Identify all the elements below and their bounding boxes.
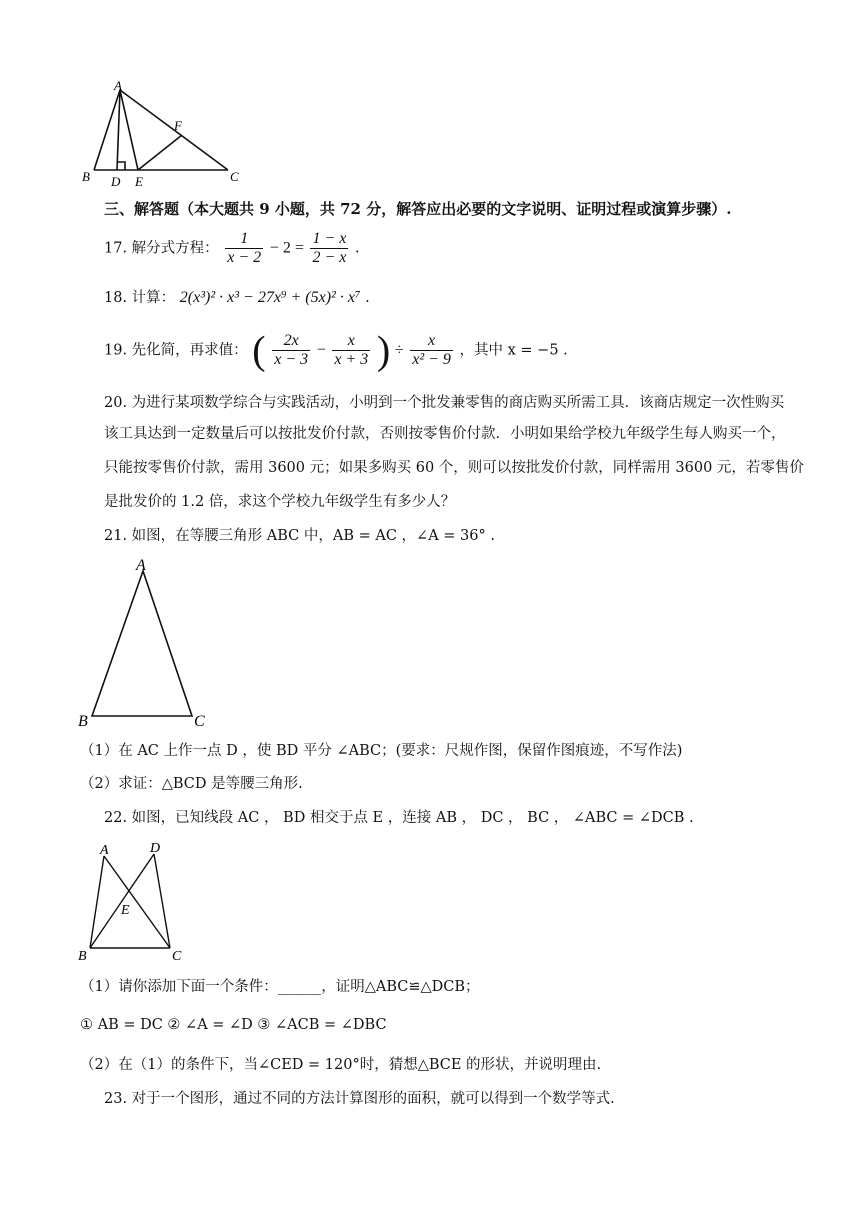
q19-minus: − (316, 341, 326, 359)
q19-fraction-3 (410, 332, 453, 369)
question-22-options: ① AB = DC ② ∠A = ∠D ③ ∠ACB = ∠DBC (80, 1017, 387, 1033)
q17-fraction-2 (310, 230, 348, 267)
question-20-line-1: 20. 为进行某项数学综合与实践活动，小明到一个批发兼零售的商店购买所需工具．该商店规定一次性购买 (104, 395, 785, 411)
q19-fraction-1 (272, 332, 310, 369)
label-A: A (100, 843, 109, 858)
question-19 (104, 327, 568, 373)
q19-f2-den: x + 3 (334, 351, 369, 368)
label-A: A (136, 557, 146, 574)
q19-f3-num: x (410, 332, 453, 351)
q17-end: . (354, 240, 360, 257)
label-A: A (114, 78, 122, 93)
question-18 (104, 288, 370, 308)
question-20-line-4: 是批发价的 1.2 倍，求这个学校九年级学生有多少人？ (104, 494, 456, 510)
label-C: C (230, 169, 239, 184)
label-E: E (121, 903, 130, 918)
q17-minus-two: − 2 = (269, 239, 304, 257)
q17-f1-den: x − 2 (227, 249, 262, 266)
q18-end: . (365, 290, 370, 306)
q18-expression: 2(x³)² · x³ − 27x⁹ + (5x)² · x⁷ (179, 289, 361, 306)
question-22-part-1: （1）请你添加下面一个条件：______，证明△ABC≌△DCB； (80, 979, 480, 995)
q19-divide: ÷ (394, 341, 404, 359)
label-D: D (111, 174, 121, 189)
q19-suffix: ，其中 x = −5 . (459, 342, 568, 359)
question-17 (104, 230, 360, 267)
question-21-stem: 21. 如图，在等腰三角形 ABC 中，AB = AC ，∠A = 36° . (104, 528, 495, 544)
label-B: B (78, 713, 88, 730)
label-F: F (174, 118, 182, 133)
q17-f2-den: 2 − x (312, 249, 347, 266)
q19-f2-num: x (332, 332, 370, 351)
question-20-line-2: 该工具达到一定数量后可以按批发价付款，否则按零售价付款．小明如果给学校九年级学生每人购买一个， (104, 426, 786, 442)
question-22-part-2: （2）在（1）的条件下，当∠CED = 120°时，猜想△BCE 的形状，并说明理由. (80, 1057, 602, 1073)
q17-f2-num: 1 − x (312, 230, 347, 247)
q19-left-paren: ( (252, 327, 266, 373)
q18-prefix: 18. 计算： (104, 290, 176, 306)
question-21-part-1: （1）在 AC 上作一点 D ，使 BD 平分 ∠ABC；(要求：尺规作图，保留作图痕迹，不写作法) (80, 743, 683, 759)
q19-f1-den: x − 3 (274, 351, 309, 368)
label-D: D (150, 841, 161, 856)
label-B: B (78, 949, 87, 964)
q19-f3-den: x² − 9 (412, 351, 451, 368)
q17-f1-num: 1 (225, 230, 263, 249)
question-22-stem: 22. 如图，已知线段 AC ， BD 相交于点 E ，连接 AB ， DC ， BC ， ∠ABC = ∠DCB . (104, 810, 694, 826)
q17-fraction-1 (225, 230, 263, 267)
label-C: C (172, 949, 182, 964)
question-21-part-2: （2）求证：△BCD 是等腰三角形. (80, 776, 303, 792)
question-23-stem: 23. 对于一个图形，通过不同的方法计算图形的面积，就可以得到一个数学等式. (104, 1091, 615, 1107)
figure-crossing-segments (76, 838, 196, 966)
label-E: E (135, 174, 143, 189)
section-heading: 三、解答题（本大题共 9 小题，共 72 分，解答应出必要的文字说明、证明过程或演算步骤）. (104, 200, 732, 218)
q19-f1-num: 2x (272, 332, 310, 351)
q19-right-paren: ) (376, 327, 391, 373)
q19-prefix: 19. 先化简，再求值： (104, 342, 248, 359)
label-C: C (194, 713, 205, 730)
label-B: B (82, 169, 90, 184)
question-20-line-3: 只能按零售价付款，需用 3600 元；如果多购买 60 个，则可以按批发价付款，同样需用 3600 元，若零售价 (104, 460, 804, 476)
figure-isosceles-triangle (76, 554, 216, 730)
q19-fraction-2 (332, 332, 370, 369)
q17-prefix: 17. 解分式方程： (104, 240, 219, 257)
figure-triangle-abc-def (80, 78, 250, 190)
